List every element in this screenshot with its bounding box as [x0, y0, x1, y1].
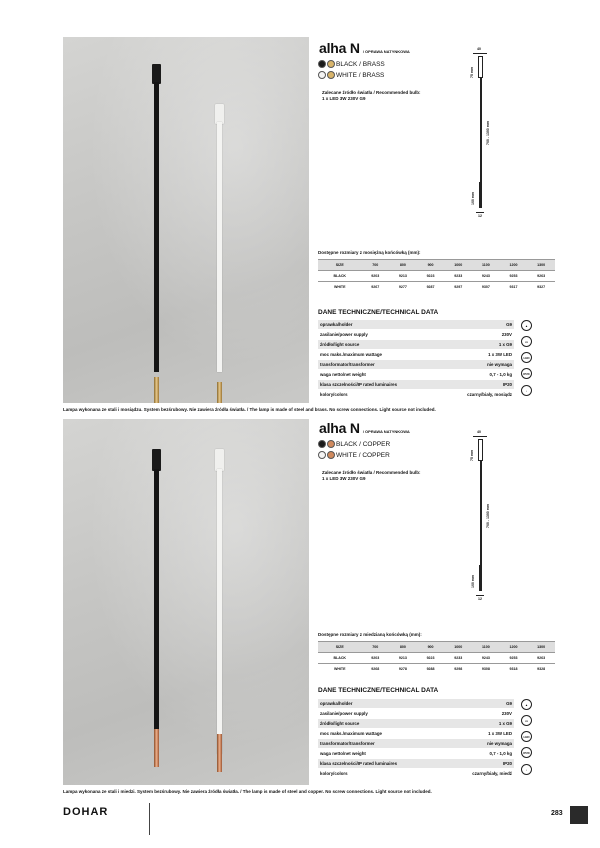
table-cell: 9253 [500, 271, 528, 282]
product-caption: Lampa wykonana ze stali i miedzi. System bezśrubowy. Nie zawiera źródła światła. / The lamp is made of steel and copper. No screw connections. Light source not included. [63, 789, 432, 794]
bulb-title: Zalecane źródło światła / Recommended bulb: [322, 90, 421, 95]
table-cell: 1300 [527, 260, 555, 271]
g9-led-icon: LED [521, 731, 532, 742]
table-cell: SIZE [318, 260, 361, 271]
tech-value: czarny/biały, miedź [472, 771, 512, 776]
tech-value: 1 x G9 [498, 721, 512, 726]
tech-value: nie wymaga [487, 741, 512, 746]
tech-label: waga netto/net weight [320, 751, 366, 756]
tech-label: transformator/transformer [320, 741, 375, 746]
table-cell: 9318 [500, 664, 528, 675]
tech-label: zasilanie/power supply [320, 332, 368, 337]
table-cell: SIZE [318, 642, 361, 653]
table-cell: 1200 [500, 642, 528, 653]
dim-cap: 75 mm [470, 66, 474, 78]
table-cell: 9308 [472, 664, 500, 675]
tech-row [318, 729, 514, 738]
recommended-bulb [322, 90, 421, 102]
page-marker [570, 806, 588, 824]
bulb-title: Zalecane źródło światła / Recommended bulb: [322, 470, 421, 475]
tech-title: DANE TECHNICZNE/TECHNICAL DATA [318, 687, 439, 694]
table-cell: 9233 [444, 271, 472, 282]
table-cell: 9267 [361, 282, 389, 293]
g9-led-icon: LED [521, 352, 532, 363]
ceiling-cap-black [152, 64, 161, 84]
tech-label: oprawka/holder [320, 322, 353, 327]
color-swatch [318, 440, 326, 448]
tech-value: 1 x G9 [498, 342, 512, 347]
product-photo [63, 37, 309, 403]
tech-row [318, 390, 514, 399]
tech-value: czarny/biały, mosiądz [467, 392, 512, 397]
table-cell: 1100 [472, 642, 500, 653]
tech-value: nie wymaga [487, 362, 512, 367]
ceiling-cap-black [152, 449, 161, 471]
table-cell: 800 [389, 642, 417, 653]
tech-row [318, 749, 514, 758]
table-row [318, 282, 555, 293]
dim-line [473, 436, 487, 437]
table-cell: 9277 [389, 282, 417, 293]
plug-icon: ▭ [521, 715, 532, 726]
table-cell: 9263 [527, 653, 555, 664]
tech-value: 230V [501, 332, 512, 337]
bulb-value: 1 x LED 3W 230V G9 [322, 476, 366, 481]
tech-row [318, 360, 514, 369]
table-cell: 9243 [472, 653, 500, 664]
color-swatch [327, 451, 335, 459]
sizes-title: Dostępne rozmiary z miedzianą końcówką (mm): [318, 632, 422, 637]
copper-tip [154, 729, 159, 767]
sizes-table [318, 641, 555, 674]
table-cell: 9253 [500, 653, 528, 664]
table-cell: WHITE [318, 664, 361, 675]
table-header-row [318, 642, 555, 653]
variant-row [318, 60, 385, 68]
variant-label: BLACK / BRASS [336, 60, 385, 68]
variant-row [318, 440, 390, 448]
tech-row [318, 739, 514, 748]
product-title: alha N [319, 40, 360, 56]
table-cell: 9298 [444, 664, 472, 675]
table-cell: 9327 [527, 282, 555, 293]
tech-label: oprawka/holder [320, 701, 353, 706]
copper-tip [217, 734, 222, 772]
tech-row [318, 759, 514, 768]
table-cell: 1200 [500, 260, 528, 271]
bulb-value: 1 x LED 3W 230V G9 [322, 96, 366, 101]
tech-row [318, 330, 514, 339]
color-swatch [318, 451, 326, 459]
brass-tip [217, 382, 222, 403]
table-cell: 1000 [444, 260, 472, 271]
product-caption: Lampa wykonana ze stali i mosiądzu. System bezśrubowy. Nie zawiera źródła światła. / The lamp is made of steel and brass. No screw connections. Light source not included. [63, 407, 436, 412]
tech-row [318, 709, 514, 718]
footer-divider [149, 803, 150, 835]
ceiling-cap-white [215, 449, 224, 471]
table-cell: 9307 [472, 282, 500, 293]
tech-value: IP20 [502, 382, 512, 387]
drawing-tip [479, 565, 482, 591]
page-number: 283 [551, 810, 563, 817]
brand-logo: DOHAR [63, 806, 109, 818]
variant-row [318, 451, 390, 459]
tech-label: kolory/colors [320, 392, 348, 397]
dim-bottom: 12 [478, 597, 482, 601]
dim-cap: 75 mm [470, 449, 474, 461]
table-cell: 9203 [361, 653, 389, 664]
tech-label: moc maks./maximum wattage [320, 352, 382, 357]
dim-line [473, 53, 487, 54]
table-cell: 9223 [417, 653, 445, 664]
ceiling-cap-white [215, 104, 224, 124]
tech-label: klasa szczelności/IP rated luminaires [320, 382, 398, 387]
table-cell: 9223 [417, 271, 445, 282]
color-swatch [327, 71, 335, 79]
recommended-bulb [322, 470, 421, 482]
tech-label: klasa szczelności/IP rated luminaires [320, 761, 398, 766]
table-cell: 9263 [527, 271, 555, 282]
variant-label: BLACK / COPPER [336, 440, 391, 448]
color-swatch [327, 60, 335, 68]
table-cell: 800 [389, 260, 417, 271]
product-subtitle: / OPRAWA NATYNKOWA [362, 429, 410, 434]
table-cell: 900 [417, 642, 445, 653]
drawing-tip [479, 182, 482, 208]
tech-value: IP20 [502, 761, 512, 766]
dim-line [476, 212, 484, 213]
arrow-down-icon: ↓ [521, 385, 532, 396]
product-title: alha N [319, 420, 360, 436]
color-swatch [318, 60, 326, 68]
tech-value: 0,7 - 1,0 kg [489, 751, 512, 756]
tech-value: 1 x 3W LED [488, 352, 512, 357]
tech-label: kolory/colors [320, 771, 348, 776]
table-cell: 9278 [389, 664, 417, 675]
tech-row [318, 370, 514, 379]
table-cell: 9317 [500, 282, 528, 293]
tech-row [318, 340, 514, 349]
tech-row [318, 699, 514, 708]
dim-tip: 100 mm [471, 574, 475, 588]
dim-line [476, 595, 484, 596]
tech-row [318, 719, 514, 728]
rod-white [217, 469, 222, 754]
table-cell: 9233 [444, 653, 472, 664]
tech-value: 0,7 - 1,0 kg [489, 372, 512, 377]
table-header-row [318, 260, 555, 271]
tech-value: 1 x 3W LED [488, 731, 512, 736]
plug-icon: ▭ [521, 336, 532, 347]
product-subtitle: / OPRAWA NATYNKOWA [362, 49, 410, 54]
drawing-cap [478, 439, 483, 461]
tech-label: zasilanie/power supply [320, 711, 368, 716]
table-cell: BLACK [318, 653, 361, 664]
table-cell: 9288 [417, 664, 445, 675]
table-cell: 1100 [472, 260, 500, 271]
rod-black [154, 469, 159, 754]
tech-label: transformator/transformer [320, 362, 375, 367]
tech-row [318, 320, 514, 329]
table-cell: 700 [361, 260, 389, 271]
variant-label: WHITE / BRASS [336, 71, 385, 79]
variant-label: WHITE / COPPER [336, 451, 390, 459]
table-cell: 9243 [472, 271, 500, 282]
ip20-icon: IP20 [521, 747, 532, 758]
table-cell: 700 [361, 642, 389, 653]
dim-bottom: 12 [478, 214, 482, 218]
arrow-down-icon: ↓ [521, 764, 532, 775]
color-swatch [318, 71, 326, 79]
tech-title: DANE TECHNICZNE/TECHNICAL DATA [318, 309, 439, 316]
rod-black [154, 82, 159, 372]
color-swatch [327, 440, 335, 448]
ip20-icon: IP20 [521, 368, 532, 379]
table-cell: 9287 [417, 282, 445, 293]
dim-length: 700 - 1300 mm [486, 504, 490, 528]
brass-tip [154, 377, 159, 403]
product-heading [319, 40, 410, 58]
tech-value: G9 [506, 701, 512, 706]
dim-length: 700 - 1300 mm [486, 121, 490, 145]
tech-label: źródło/light source [320, 721, 360, 726]
table-cell: 9213 [389, 271, 417, 282]
table-row [318, 664, 555, 675]
ceiling-mount-icon: ▲ [521, 320, 532, 331]
tech-label: waga netto/net weight [320, 372, 366, 377]
tech-label: moc maks./maximum wattage [320, 731, 382, 736]
tech-row [318, 769, 514, 778]
tech-value: G9 [506, 322, 512, 327]
tech-value: 230V [501, 711, 512, 716]
table-cell: WHITE [318, 282, 361, 293]
table-cell: 1300 [527, 642, 555, 653]
sizes-table [318, 259, 555, 292]
table-cell: 1000 [444, 642, 472, 653]
drawing-cap [478, 56, 483, 78]
table-cell: 9268 [361, 664, 389, 675]
table-cell: 9328 [527, 664, 555, 675]
table-cell: BLACK [318, 271, 361, 282]
product-photo [63, 419, 309, 785]
table-row [318, 653, 555, 664]
ceiling-mount-icon: ▲ [521, 699, 532, 710]
table-cell: 9203 [361, 271, 389, 282]
table-cell: 900 [417, 260, 445, 271]
tech-label: źródło/light source [320, 342, 360, 347]
rod-white [217, 122, 222, 372]
table-cell: 9297 [444, 282, 472, 293]
sizes-title: Dostępne rozmiary z mosiężną końcówką (mm): [318, 250, 421, 255]
tech-row [318, 350, 514, 359]
dim-top: 40 [477, 47, 481, 51]
variant-row [318, 71, 384, 79]
dim-top: 40 [477, 430, 481, 434]
table-cell: 9213 [389, 653, 417, 664]
tech-row [318, 380, 514, 389]
table-row [318, 271, 555, 282]
product-heading [319, 420, 410, 438]
dim-tip: 100 mm [471, 191, 475, 205]
